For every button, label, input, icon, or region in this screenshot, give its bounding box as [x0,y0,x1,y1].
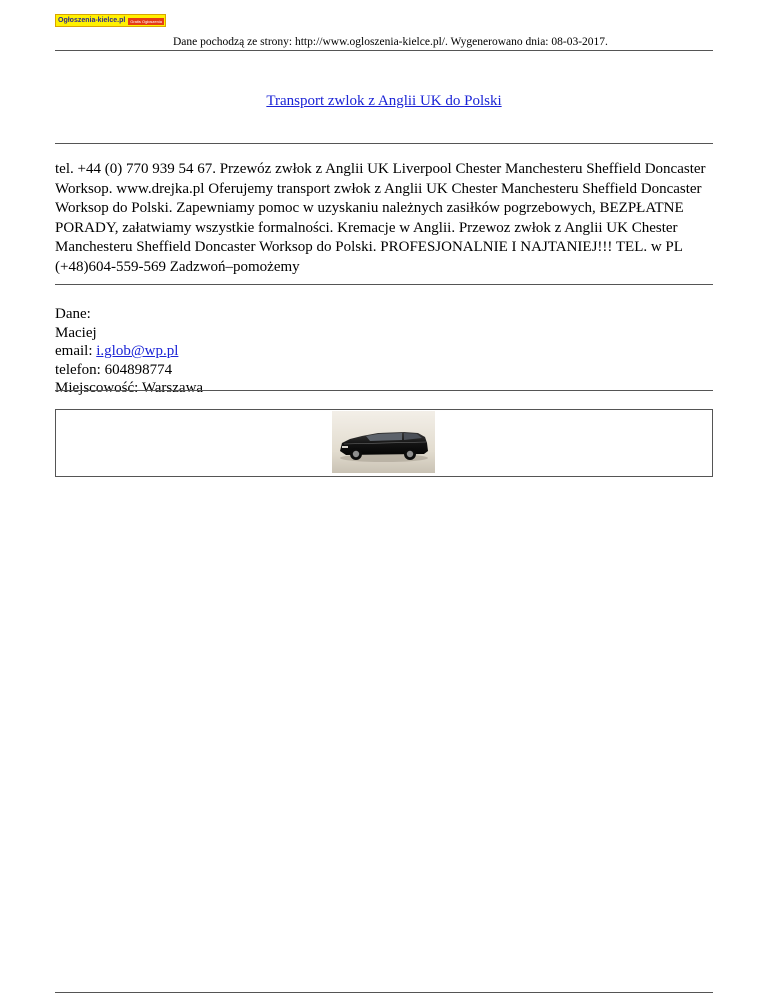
footer-divider [55,992,713,993]
logo-text: Ogłoszenia-kielce.pl [58,17,126,24]
title-divider [55,143,713,144]
city-value: Warszawa [141,380,204,397]
description-divider [55,284,713,285]
contact-name: Maciej [55,324,97,341]
site-logo [55,14,166,27]
source-info: Dane pochodzą ze strony: http://www.ogloszenia-kielce.pl/. Wygenerowano dnia: 08-03-2017. [173,36,608,48]
listing-title-link[interactable]: Transport zwlok z Anglii UK do Polski [266,93,502,109]
phone-label: telefon: [55,361,105,378]
email-label: email: [55,343,97,360]
phone-value: 604898774 [104,361,173,378]
contact-heading: Dane: [55,306,91,322]
email-link[interactable]: i.glob@wp.pl [96,343,179,360]
listing-description: tel. +44 (0) 770 939 54 67. Przewóz zwłok z Anglii UK Liverpool Chester Manchesteru Sheffield Doncaster Worksop. www.drejka.pl Oferujemy transport zwłok z Anglii UK Chester Manchesteru Sheffield Doncaster Worksop do Polski. Zapewniamy pomoc w uzyskaniu należnych zasiłków pogrzebowych, BEZPŁATNE PORADY, załatwiamy wszystkie formalności. Kremacje w Anglii. Przewoz zwłok z Anglii UK Chester Manchesteru Sheffield Doncaster Worksop do Polski. PROFESJONALNIE I NAJTANIEJ!!! TEL. w PL (+48)604-559-569 Zadzwoń–pomożemy [55,161,706,275]
contact-phone-row [55,361,695,380]
city-label: Miejscowość: [55,380,142,397]
header-divider [55,50,713,51]
logo-badge: Gratis Ogłoszenia [130,19,162,24]
contact-divider [55,390,713,391]
contact-city-row [55,379,695,398]
contact-email-row [55,342,695,361]
photo-frame [55,409,713,477]
contact-details [55,305,695,398]
hearse-photo [332,411,435,473]
